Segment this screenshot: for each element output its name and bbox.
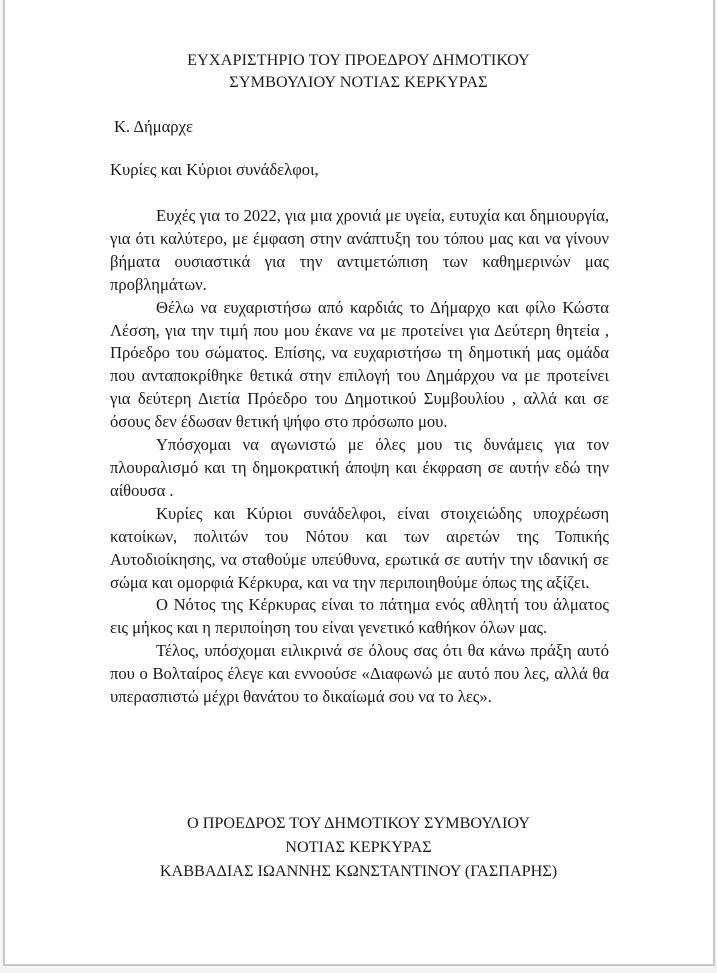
paragraph: Υπόσχομαι να αγωνιστώ με όλες μου τις δυνάμεις για τον πλουραλισμό και τη δημοκρατική άποψη και έκφραση σε αυτήν εδώ την αίθουσα .	[110, 435, 609, 500]
salutation-colleagues: Κυρίες και Κύριοι συνάδελφοι,	[110, 160, 319, 179]
letter-body	[110, 205, 609, 709]
salutation-mayor: Κ. Δήμαρχε	[114, 117, 193, 136]
paragraph: Κυρίες και Κύριοι συνάδελφοι, είναι στοιχειώδης υποχρέωση κατοίκων, πολιτών του Νότου και των αιρετών της Τοπικής Αυτοδιοίκησης, να σταθούμε υπεύθυνα, ερωτικά σε αυτήν την ιδανική σε σώμα και ομορφιά Κέρκυρα, και να την περιποιηθούμε όπως της αξίζει.	[110, 503, 609, 592]
signature-name: ΚΑΒΒΑΔΙΑΣ ΙΩΑΝΝΗΣ ΚΩΝΣΤΑΝΤΙΝΟΥ (ΓΑΣΠΑΡΗΣ)	[159, 862, 558, 880]
paragraph: Ο Νότος της Κέρκυρας είναι το πάτημα ενός αθλητή του άλματος εις μήκος και η περιποίηση του είναι γενετικό καθήκον όλων μας.	[110, 595, 609, 638]
signature-title: Ο ΠΡΟΕΔΡΟΣ ΤΟΥ ΔΗΜΟΤΙΚΟΥ ΣΥΜΒΟΥΛΙΟΥ	[187, 814, 530, 832]
title-line: ΣΥΜΒΟΥΛΙΟΥ ΝΟΤΙΑΣ ΚΕΡΚΥΡΑΣ	[229, 73, 488, 91]
title-line: ΕΥΧΑΡΙΣΤΗΡΙΟ ΤΟΥ ΠΡΟΕΔΡΟΥ ΔΗΜΟΤΙΚΟΥ	[187, 51, 530, 69]
paragraph: Ευχές για το 2022, για μια χρονιά με υγεία, ευτυχία και δημιουργία, για ότι καλύτερο, με έμφαση στην ανάπτυξη του τόπου μας και να γίνουν βήματα ουσιαστικά για την αντιμετώπιση των καθημερινών μας προβλημάτων.	[110, 206, 609, 294]
signature-region: ΝΟΤΙΑΣ ΚΕΡΚΥΡΑΣ	[285, 838, 432, 856]
paragraph: Τέλος, υπόσχομαι ειλικρινά σε όλους σας ότι θα κάνω πράξη αυτό που ο Βολταίρος έλεγε και εννοούσε «Διαφωνώ με αυτό που λες, αλλά θα υπερασπιστώ μέχρι θανάτου το δικαίωμά σου να το λες».	[110, 641, 609, 707]
paragraph: Θέλω να ευχαριστήσω από καρδιάς το Δήμαρχο και φίλο Κώστα Λέσση, για την τιμή που μου έκανε να με προτείνει για Δεύτερη θητεία , Πρόεδρο του σώματος. Επίσης, να ευχαριστήσω τη δημοτική μας ομάδα που ανταποκρίθηκε θετικά στην επιλογή του Δημάρχου να με προτείνει για δεύτερη Διετία Πρόεδρο του Δημοτικού Συμβουλίου , αλλά και σε όσους δεν έδωσαν θετική ψήφο στο πρόσωπο μου.	[110, 297, 609, 432]
signature-block	[0, 811, 717, 883]
document-title	[0, 49, 717, 93]
